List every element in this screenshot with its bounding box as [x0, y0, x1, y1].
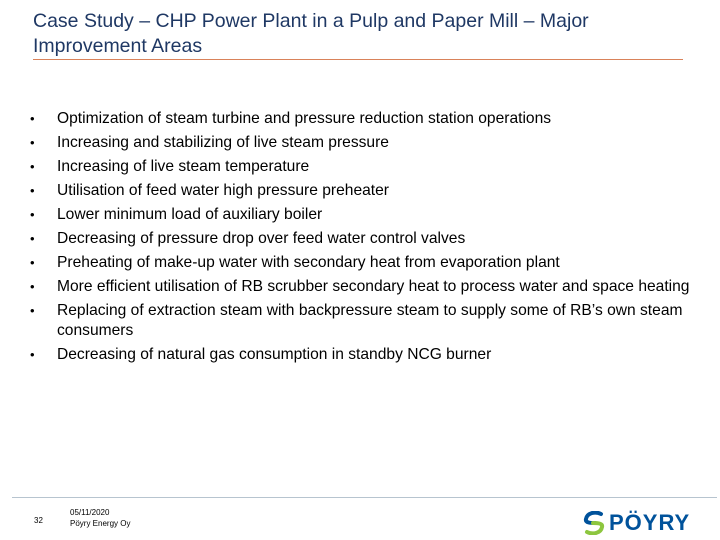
bullet-text: More efficient utilisation of RB scrubber secondary heat to process water and space heating — [57, 278, 690, 295]
bullet-icon: • — [30, 255, 35, 270]
bullet-text: Increasing of live steam temperature — [57, 158, 310, 175]
bullet-item — [30, 253, 690, 273]
bullet-icon: • — [30, 135, 35, 150]
bullet-icon: • — [30, 231, 35, 246]
bullet-item — [30, 133, 690, 153]
bullet-icon: • — [30, 111, 35, 126]
bullet-list — [30, 109, 690, 369]
bullet-item — [30, 345, 690, 365]
logo-mark-icon — [583, 511, 605, 535]
bullet-icon: • — [30, 346, 35, 362]
footer-date: 05/11/2020 — [70, 508, 110, 517]
bullet-icon: • — [30, 279, 35, 294]
page-number: 32 — [34, 516, 43, 525]
bullet-text: Lower minimum load of auxiliary boiler — [57, 206, 323, 223]
bullet-icon: • — [30, 207, 35, 222]
footer-company: Pöyry Energy Oy — [70, 519, 131, 528]
company-logo — [583, 510, 690, 536]
bullet-item — [30, 109, 690, 129]
bullet-text: Optimization of steam turbine and pressure reduction station operations — [57, 110, 552, 127]
bullet-item — [30, 277, 690, 297]
bullet-icon: • — [30, 183, 35, 198]
bullet-text: Utilisation of feed water high pressure preheater — [57, 182, 389, 199]
bullet-item — [30, 205, 690, 225]
bullet-text: Increasing and stabilizing of live steam pressure — [57, 134, 389, 151]
bullet-text: Replacing of extraction steam with backpressure steam to supply some of RB’s own steam consumers — [57, 302, 683, 339]
slide-title: Case Study – CHP Power Plant in a Pulp and Paper Mill – Major Improvement Areas — [33, 10, 589, 57]
logo-text: PÖYRY — [609, 510, 691, 535]
bullet-item — [30, 157, 690, 177]
bullet-icon: • — [30, 159, 35, 174]
bullet-text: Decreasing of pressure drop over feed water control valves — [57, 230, 466, 247]
bullet-item — [30, 301, 690, 340]
bullet-item — [30, 229, 690, 249]
bullet-icon: • — [30, 303, 35, 318]
bullet-text: Preheating of make-up water with secondary heat from evaporation plant — [57, 254, 560, 271]
bullet-text: Decreasing of natural gas consumption in standby NCG burner — [57, 345, 492, 363]
title-divider — [33, 59, 683, 60]
bullet-item — [30, 181, 690, 201]
footer-divider — [12, 497, 717, 498]
